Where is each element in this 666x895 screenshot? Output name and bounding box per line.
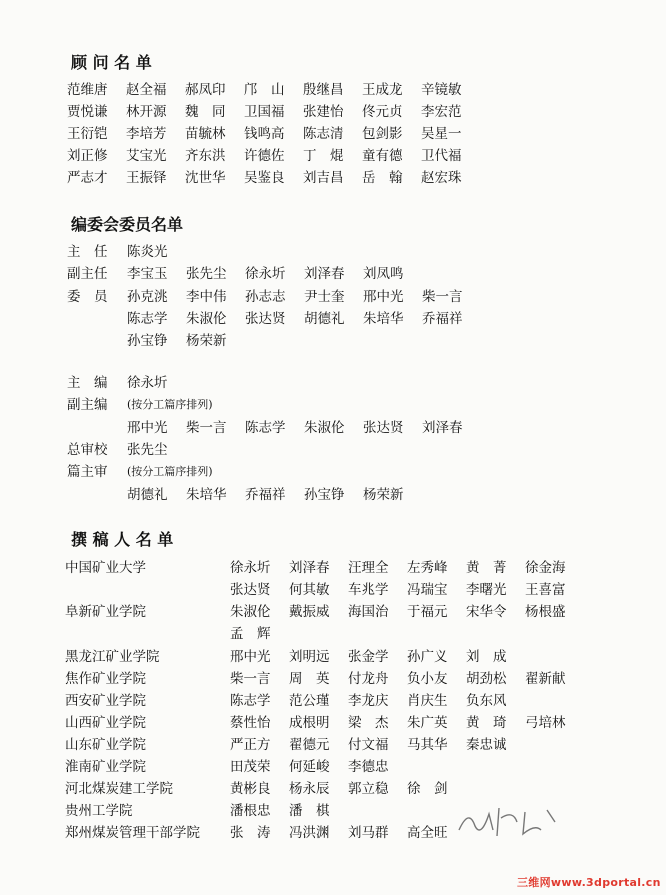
writer-unit: 郑州煤炭管理干部学院 <box>65 825 200 841</box>
advisor-name: 郝凤印 <box>185 82 226 98</box>
section-reviewer-row <box>67 462 213 482</box>
advisor-name: 丁 焜 <box>303 148 344 164</box>
writer-name: 陈志学 <box>230 693 271 709</box>
vice-director-name: 张先尘 <box>186 266 227 282</box>
writer-name: 杨永辰 <box>289 781 330 797</box>
advisor-name: 赵全福 <box>126 82 167 98</box>
members-row <box>127 309 481 329</box>
writer-name: 孙广义 <box>407 649 448 665</box>
advisor-name: 赵宏珠 <box>421 170 462 186</box>
vice-director-name: 刘泽春 <box>304 266 345 282</box>
writer-name: 田茂荣 <box>230 759 271 775</box>
writer-name: 付龙舟 <box>348 671 389 687</box>
writer-name: 徐永圻 <box>230 560 271 576</box>
writer-name: 胡劲松 <box>466 671 507 687</box>
advisor-name: 卫国福 <box>244 104 285 120</box>
member-name: 孙克洮 <box>127 289 168 305</box>
section-reviewers-row <box>127 485 422 505</box>
advisor-name: 邝 山 <box>244 82 285 98</box>
chief-editor-name: 徐永圻 <box>127 375 168 391</box>
advisor-name: 刘正修 <box>67 148 108 164</box>
chief-reviewer-name: 张先尘 <box>127 442 168 458</box>
writer-name: 郭立稳 <box>348 781 389 797</box>
writer-name: 徐 剑 <box>407 781 448 797</box>
writer-name: 刘明远 <box>289 649 330 665</box>
member-name: 乔福祥 <box>422 311 463 327</box>
writer-row <box>230 624 289 644</box>
deputy-editor-name: 张达贤 <box>363 420 404 436</box>
writer-name: 戴振威 <box>289 604 330 620</box>
writer-name: 朱淑伦 <box>230 604 271 620</box>
members-row <box>67 287 481 307</box>
writer-name: 秦忠诚 <box>466 737 507 753</box>
section-reviewer-name: 乔福祥 <box>245 487 286 503</box>
advisor-name: 吴星一 <box>421 126 462 142</box>
advisor-name: 王振铎 <box>126 170 167 186</box>
writer-name: 潘根忠 <box>230 803 271 819</box>
writer-name: 王喜富 <box>525 582 566 598</box>
advisor-row <box>67 102 480 122</box>
editorial-title: 编委会委员名单 <box>71 215 184 234</box>
writer-name: 刘 成 <box>466 649 507 665</box>
writer-name: 严正方 <box>230 737 271 753</box>
advisor-row <box>67 124 480 144</box>
site-watermark: 三维网www.3dportal.cn <box>517 876 661 889</box>
deputy-editor-name: 陈志学 <box>245 420 286 436</box>
chief-editor-label: 主 编 <box>67 375 108 391</box>
writer-unit: 西安矿业学院 <box>65 693 146 709</box>
advisors-title: 顾 问 名 单 <box>71 53 152 72</box>
member-name: 邢中光 <box>363 289 404 305</box>
writer-name: 周 英 <box>289 671 330 687</box>
writer-row <box>65 713 584 733</box>
chief-reviewer-label: 总审校 <box>67 442 108 458</box>
director-row <box>67 242 186 262</box>
member-name: 尹士奎 <box>304 289 345 305</box>
advisor-name: 张建怡 <box>303 104 344 120</box>
writer-name: 孟 辉 <box>230 626 271 642</box>
writer-name: 何其敏 <box>289 582 330 598</box>
writer-row <box>65 691 525 711</box>
writer-name: 冯洪渊 <box>289 825 330 841</box>
advisor-row <box>67 146 480 166</box>
writer-row <box>65 647 525 667</box>
advisor-name: 殷继昌 <box>303 82 344 98</box>
member-name: 朱培华 <box>363 311 404 327</box>
writer-name: 李德忠 <box>348 759 389 775</box>
writer-name: 李曙光 <box>466 582 507 598</box>
writer-name: 翟德元 <box>289 737 330 753</box>
writer-unit: 阜新矿业学院 <box>65 604 146 620</box>
advisor-name: 沈世华 <box>185 170 226 186</box>
writer-name: 张金学 <box>348 649 389 665</box>
writer-name: 何延峻 <box>289 759 330 775</box>
advisor-name: 王衍铠 <box>67 126 108 142</box>
advisor-name: 李宏范 <box>421 104 462 120</box>
director-label: 主 任 <box>67 244 108 260</box>
writer-name: 刘泽春 <box>289 560 330 576</box>
deputy-editors-row <box>127 418 481 438</box>
member-name: 柴一言 <box>422 289 463 305</box>
deputy-editor-name: 邢中光 <box>127 420 168 436</box>
advisor-name: 辛镜敏 <box>421 82 462 98</box>
writer-name: 刘马群 <box>348 825 389 841</box>
writer-name: 范公瑾 <box>289 693 330 709</box>
deputy-editor-name: 刘泽春 <box>422 420 463 436</box>
deputy-editor-label: 副主编 <box>67 397 108 413</box>
advisor-name: 包剑影 <box>362 126 403 142</box>
writer-row <box>65 602 584 622</box>
advisor-name: 贾悦谦 <box>67 104 108 120</box>
vice-director-label: 副主任 <box>67 266 108 282</box>
vice-director-row <box>67 264 422 284</box>
writer-name: 左秀峰 <box>407 560 448 576</box>
vice-director-name: 刘凤鸣 <box>363 266 404 282</box>
writer-name: 黄 琦 <box>466 715 507 731</box>
writer-row <box>65 779 466 799</box>
writer-row <box>65 823 466 843</box>
advisor-name: 齐东洪 <box>185 148 226 164</box>
writer-name: 汪理全 <box>348 560 389 576</box>
advisor-name: 苗毓林 <box>185 126 226 142</box>
section-reviewer-name: 孙宝铮 <box>304 487 345 503</box>
writer-name: 付文福 <box>348 737 389 753</box>
writer-name: 肖庆生 <box>407 693 448 709</box>
writer-name: 杨根盛 <box>525 604 566 620</box>
members-row <box>127 331 245 351</box>
writer-name: 高全旺 <box>407 825 448 841</box>
member-name: 李中伟 <box>186 289 227 305</box>
writer-unit: 中国矿业大学 <box>65 560 146 576</box>
member-name: 张达贤 <box>245 311 286 327</box>
writer-name: 弓培林 <box>525 715 566 731</box>
section-reviewer-name: 朱培华 <box>186 487 227 503</box>
advisor-name: 李培芳 <box>126 126 167 142</box>
advisor-name: 刘吉昌 <box>303 170 344 186</box>
writer-name: 成根明 <box>289 715 330 731</box>
section-reviewer-name: 胡德礼 <box>127 487 168 503</box>
writer-unit: 淮南矿业学院 <box>65 759 146 775</box>
advisor-name: 艾宝光 <box>126 148 167 164</box>
chief-editor-row <box>67 373 186 393</box>
writer-unit: 贵州工学院 <box>65 803 133 819</box>
advisor-name: 严志才 <box>67 170 108 186</box>
director-name: 陈炎光 <box>127 244 168 260</box>
advisor-name: 许德佐 <box>244 148 285 164</box>
advisor-name: 王成龙 <box>362 82 403 98</box>
writer-name: 负小友 <box>407 671 448 687</box>
writer-row <box>230 580 584 600</box>
writer-row <box>65 558 584 578</box>
writer-name: 黄彬良 <box>230 781 271 797</box>
writer-name: 徐金海 <box>525 560 566 576</box>
advisor-name: 魏 同 <box>185 104 226 120</box>
advisor-name: 吴鉴良 <box>244 170 285 186</box>
member-name: 孙志志 <box>245 289 286 305</box>
section-reviewer-label: 篇主审 <box>67 464 108 480</box>
advisor-name: 佟元贞 <box>362 104 403 120</box>
section-reviewer-name: 杨荣新 <box>363 487 404 503</box>
section-reviewer-note: (按分工篇序排列) <box>127 465 213 478</box>
members-label: 委 员 <box>67 289 108 305</box>
advisor-row <box>67 168 480 188</box>
writer-name: 柴一言 <box>230 671 271 687</box>
member-name: 胡德礼 <box>304 311 345 327</box>
member-name: 孙宝铮 <box>127 333 168 349</box>
writer-name: 邢中光 <box>230 649 271 665</box>
writer-unit: 黑龙江矿业学院 <box>65 649 160 665</box>
writer-name: 潘 棋 <box>289 803 330 819</box>
writer-name: 宋华令 <box>466 604 507 620</box>
member-name: 陈志学 <box>127 311 168 327</box>
writer-unit: 山西矿业学院 <box>65 715 146 731</box>
advisor-row <box>67 80 480 100</box>
writer-unit: 山东矿业学院 <box>65 737 146 753</box>
writer-name: 负东风 <box>466 693 507 709</box>
advisor-name: 钱鸣高 <box>244 126 285 142</box>
writer-name: 于福元 <box>407 604 448 620</box>
advisor-name: 童有德 <box>362 148 403 164</box>
writer-name: 车兆学 <box>348 582 389 598</box>
writer-row <box>65 669 584 689</box>
writer-name: 张 涛 <box>230 825 271 841</box>
writers-title: 撰 稿 人 名 单 <box>71 530 174 549</box>
writer-unit: 河北煤炭建工学院 <box>65 781 173 797</box>
advisor-name: 林开源 <box>126 104 167 120</box>
writer-unit: 焦作矿业学院 <box>65 671 146 687</box>
vice-director-name: 徐永圻 <box>245 266 286 282</box>
member-name: 朱淑伦 <box>186 311 227 327</box>
writer-row <box>65 735 525 755</box>
advisor-name: 陈志清 <box>303 126 344 142</box>
writer-name: 蔡性怡 <box>230 715 271 731</box>
writer-name: 冯瑞宝 <box>407 582 448 598</box>
advisor-name: 岳 翰 <box>362 170 403 186</box>
deputy-editor-name: 柴一言 <box>186 420 227 436</box>
writer-name: 朱广英 <box>407 715 448 731</box>
writer-name: 张达贤 <box>230 582 271 598</box>
advisor-name: 范维唐 <box>67 82 108 98</box>
chief-reviewer-row <box>67 440 186 460</box>
handwritten-mark <box>455 800 565 840</box>
deputy-editor-name: 朱淑伦 <box>304 420 345 436</box>
member-name: 杨荣新 <box>186 333 227 349</box>
writer-name: 海国治 <box>348 604 389 620</box>
writer-name: 黄 菁 <box>466 560 507 576</box>
vice-director-name: 李宝玉 <box>127 266 168 282</box>
advisor-name: 卫代福 <box>421 148 462 164</box>
writer-name: 梁 杰 <box>348 715 389 731</box>
deputy-editor-row <box>67 395 213 415</box>
writer-row <box>65 801 348 821</box>
deputy-editor-note: (按分工篇序排列) <box>127 398 213 411</box>
writer-name: 翟新献 <box>525 671 566 687</box>
writer-name: 李龙庆 <box>348 693 389 709</box>
writer-row <box>65 757 407 777</box>
writer-name: 马其华 <box>407 737 448 753</box>
